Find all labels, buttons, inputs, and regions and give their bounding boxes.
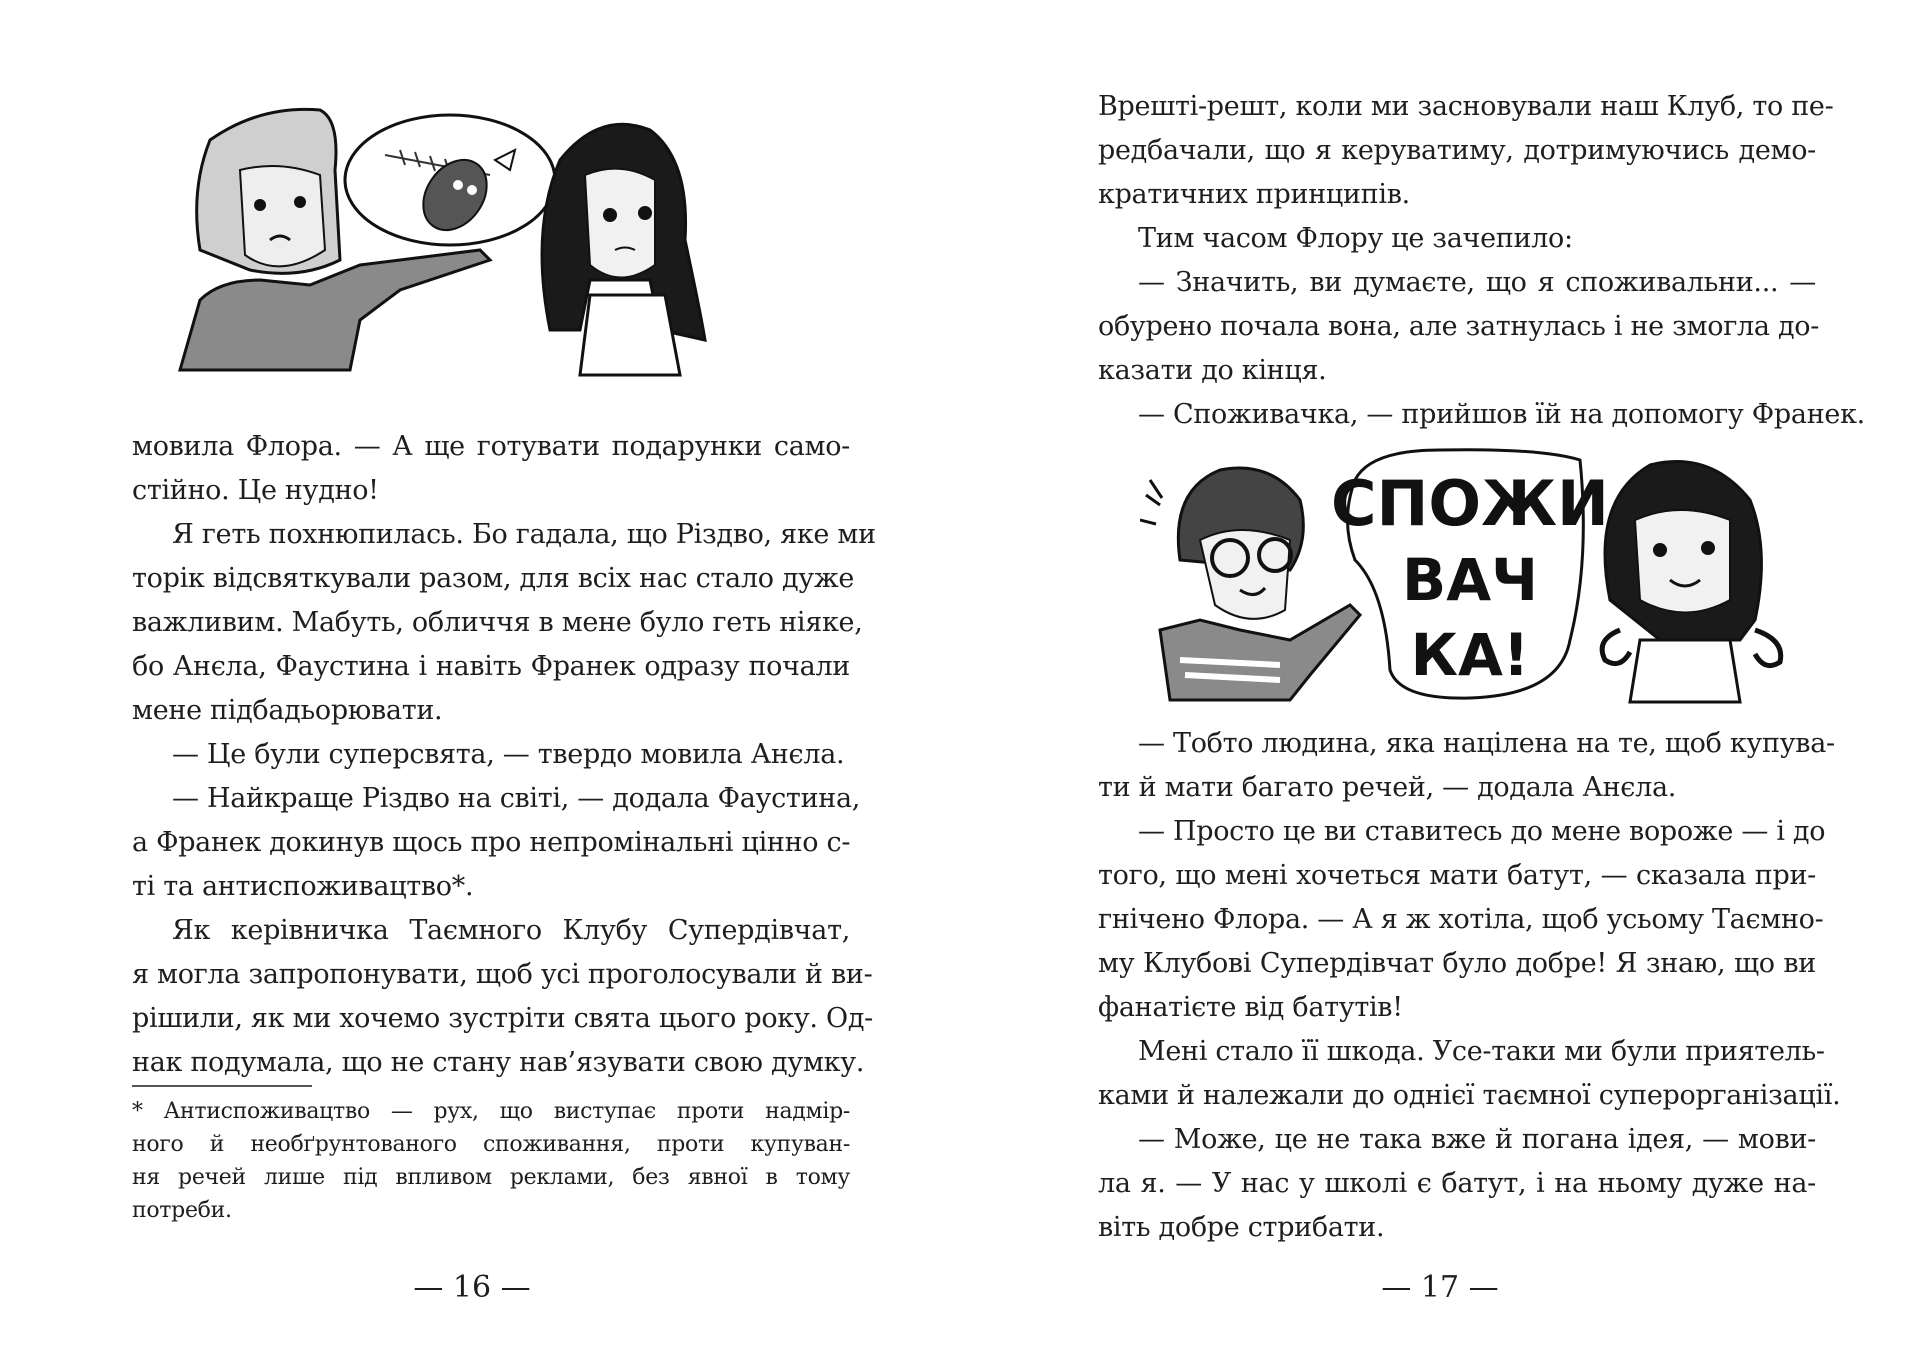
text-line: бо Анєла, Фаустина і навіть Франек одразу почали [132,651,850,682]
text-line: — Тобто людина, яка націлена на те, щоб купува- [1138,728,1835,759]
speech-bubble-line: КА! [1410,621,1530,689]
text-line: нак подумала, що не стану нав’язувати свою думку. [132,1047,865,1078]
text-line: мовила Флора. — А ще готувати подарунки само- [132,431,850,462]
footnote-line: ного й необґрунтованого споживання, проти купуван- [132,1132,850,1157]
text-line: — Просто це ви ставитесь до мене вороже — і до [1138,816,1826,847]
right-page-body-text-bottom [1098,722,1841,1250]
text-line: Врешті-решт, коли ми засновували наш Клуб, то пе- [1098,91,1834,122]
text-line: обурено почала вона, але затнулась і не змогла до- [1098,311,1820,342]
footnote-line: * Антиспоживацтво — рух, що виступає проти надмір- [132,1099,850,1124]
speech-bubble-line: ВАЧ [1402,546,1538,614]
footnote-divider [132,1085,312,1087]
footnote-line: потреби. [132,1198,232,1223]
page-number-left: — 16 — [413,1270,531,1305]
text-line: казати до кінця. [1098,355,1327,386]
text-line: ті та антиспоживацтво*. [132,871,474,902]
text-line: — Може, це не така вже й погана ідея, — мови- [1138,1124,1816,1155]
text-line: важливим. Мабуть, обличчя в мене було геть ніяке, [132,607,863,638]
text-line: Я геть похнюпилась. Бо гадала, що Різдво, яке ми [172,519,876,550]
text-line: редбачали, що я керуватиму, дотримуючись демо- [1098,135,1816,166]
text-line: — Найкраще Різдво на світі, — додала Фаустина, [172,783,861,814]
right-page-body-text-top [1098,85,1865,437]
text-line: Мені стало її шкода. Усе-таки ми були приятель- [1138,1036,1825,1067]
text-line: ками й належали до однієї таємної суперорганізації. [1098,1080,1841,1111]
text-line: а Франек докинув щось про непромінальні цінно с- [132,827,851,858]
thought-bubble [345,115,555,245]
footnote [132,1095,850,1227]
angela-figure [1602,462,1781,702]
text-line: фанатієте від батутів! [1098,992,1403,1023]
angela-figure [542,124,705,375]
text-line: я могла запропонувати, щоб усі проголосували й ви- [132,959,873,990]
text-line: кратичних принципів. [1098,179,1410,210]
text-line: гнічено Флора. — А я ж хотіла, щоб усьому Таємно- [1098,904,1824,935]
text-line: рішили, як ми хочемо зустріти свята цього року. Од- [132,1003,873,1034]
text-line: того, що мені хочеться мати батут, — сказала при- [1098,860,1816,891]
text-line: торік відсвяткували разом, для всіх нас стало дуже [132,563,855,594]
left-page-body-text [132,425,876,1085]
text-line: Як керівничка Таємного Клубу Супердівчат, [172,915,850,946]
text-line: Тим часом Флору це зачепило: [1138,223,1573,254]
right-page [960,0,1920,1366]
franek-figure [1140,468,1360,700]
speech-bubble [1331,450,1609,698]
page-number-right: — 17 — [1381,1270,1499,1305]
text-line: стійно. Це нудно! [132,475,379,506]
text-line: віть добре стрибати. [1098,1212,1385,1243]
speech-bubble-line: СПОЖИ [1331,467,1609,540]
text-line: мене підбадьорювати. [132,695,443,726]
text-line: ти й мати багато речей, — додала Анєла. [1098,772,1677,803]
text-line: ла я. — У нас у школі є батут, і на ньому дуже на- [1098,1168,1816,1199]
text-line: — Споживачка, — прийшов їй на допомогу Франек. [1138,399,1865,430]
illustration-flora-thought-bubble [160,80,720,380]
text-line: му Клубові Супердівчат було добре! Я знаю, що ви [1098,948,1816,979]
text-line: — Це були суперсвята, — твердо мовила Анєла. [172,739,845,770]
text-line: — Значить, ви думаєте, що я споживальни... — [1138,267,1816,298]
footnote-line: ня речей лише під впливом реклами, без явної в тому [132,1165,850,1190]
illustration-franek-speech-bubble [1140,440,1820,710]
